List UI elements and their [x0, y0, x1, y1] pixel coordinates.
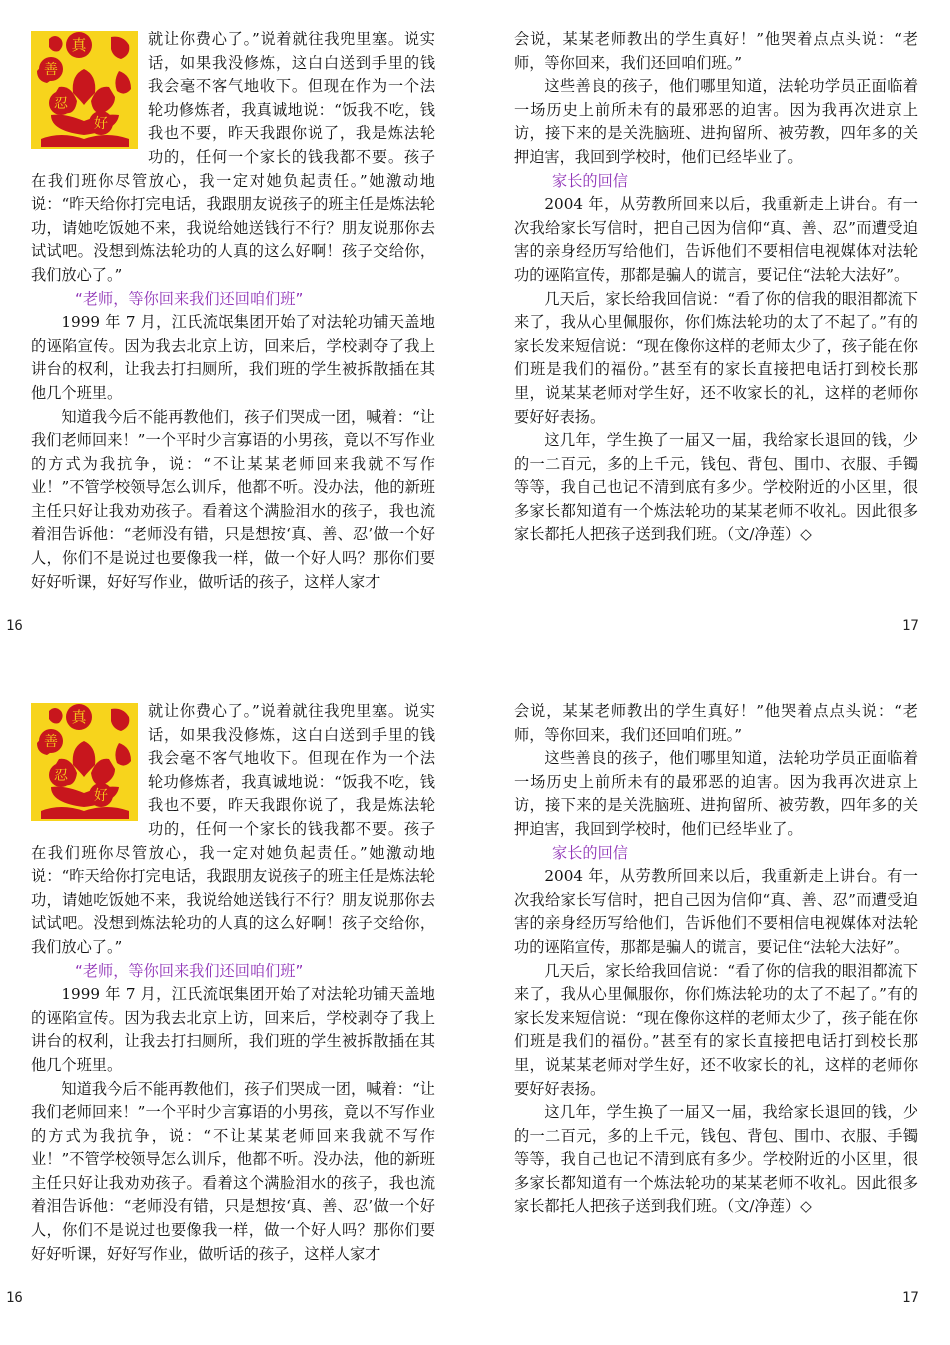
- paragraph: 这几年，学生换了一届又一届，我给家长退回的钱，少的一二百元，多的上千元，钱包、背包、围巾、衣服、手镯等等，我自己也记不清到底有多少。学校附近的小区里，很多家长都知道有一个炼法轮功的某某老师不收礼。因此很多家长都托人把孩子送到我们班。（文/净莲）◇: [514, 1103, 918, 1216]
- paragraph: 会说，某某老师教出的学生真好！”他哭着点点头说：“老师，等你回来，我们还回咱们班。”: [514, 702, 918, 744]
- emblem-char-hao: 好: [94, 788, 108, 804]
- right-page: [514, 28, 918, 547]
- paragraph: 知道我今后不能再教他们，孩子们哭成一团，喊着：“让我们老师回来！”一个平时少言寡语的小男孩，竟以不写作业的方式为我抗争，说：“不让某某老师回来我就不写作业！”不管学校领导怎么训斥，他都不听。没办法，他的新班主任只好让我劝劝孩子。看着这个满脸泪水的孩子，我也流着泪告诉他：“老师没有错，只是想按‘真、善、忍’做一个好人，你们不是说过也要像我一样，做一个好人吗？那你们要好好听课，好好写作业，做听话的孩子，这样人家才: [31, 407, 435, 591]
- emblem-char-shan: 善: [44, 62, 58, 78]
- emblem-char-hao: 好: [94, 116, 108, 132]
- paragraph: 知道我今后不能再教他们，孩子们哭成一团，喊着：“让我们老师回来！”一个平时少言寡语的小男孩，竟以不写作业的方式为我抗争，说：“不让某某老师回来我就不写作业！”不管学校领导怎么训斥，他都不听。没办法，他的新班主任只好让我劝劝孩子。看着这个满脸泪水的孩子，我也流着泪告诉他：“老师没有错，只是想按‘真、善、忍’做一个好人，你们不是说过也要像我一样，做一个好人吗？那你们要好好听课，好好写作业，做听话的孩子，这样人家才: [31, 1079, 435, 1263]
- paragraph: 1999 年 7 月，江氏流氓集团开始了对法轮功铺天盖地的诬陷宣传。因为我去北京上访，回来后，学校剥夺了我上讲台的权利，让我去打扫厕所，我们班的学生被拆散插在其他几个班里。: [31, 985, 435, 1074]
- paragraph: 几天后，家长给我回信说：“看了你的信我的眼泪都流下来了，我从心里佩服你，你们炼法轮功的太了不起了。”有的家长发来短信说：“现在像你这样的老师太少了，孩子能在你们班是我们的福份。”甚至有的家长直接把电话打到校长那里，说某某老师对学生好，还不收家长的礼，这样的老师你要好好表扬。: [514, 289, 918, 426]
- page-number: 17: [902, 618, 919, 634]
- paragraph: 就让你费心了。”说着就往我兜里塞。说实话，如果我没修炼，这白白送到手里的钱我会毫不客气地收下。但现在作为一个法轮功修炼者，我真诚地说：“饭我不吃，钱我也不要，昨天我跟你说了，我是炼法轮功的，任何一个家长的钱我都不要。孩子在我们班你尽管放心，我一定对她负起责任。”她激动地说：“昨天给你打完电话，我跟朋友说孩子的班主任是炼法轮功，请她吃饭她不来，我说给她送钱行不行？朋友说那你去试试吧。没想到炼法轮功的人真的这么好啊！孩子交给你，我们放心了。”: [31, 30, 435, 284]
- paragraph: 这几年，学生换了一届又一届，我给家长退回的钱，少的一二百元，多的上千元，钱包、背包、围巾、衣服、手镯等等，我自己也记不清到底有多少。学校附近的小区里，很多家长都知道有一个炼法轮功的某某老师不收礼。因此很多家长都托人把孩子送到我们班。（文/净莲）◇: [514, 431, 918, 544]
- paragraph: 1999 年 7 月，江氏流氓集团开始了对法轮功铺天盖地的诬陷宣传。因为我去北京上访，回来后，学校剥夺了我上讲台的权利，让我去打扫厕所，我们班的学生被拆散插在其他几个班里。: [31, 313, 435, 402]
- paragraph: 就让你费心了。”说着就往我兜里塞。说实话，如果我没修炼，这白白送到手里的钱我会毫不客气地收下。但现在作为一个法轮功修炼者，我真诚地说：“饭我不吃，钱我也不要，昨天我跟你说了，我是炼法轮功的，任何一个家长的钱我都不要。孩子在我们班你尽管放心，我一定对她负起责任。”她激动地说：“昨天给你打完电话，我跟朋友说孩子的班主任是炼法轮功，请她吃饭她不来，我说给她送钱行不行？朋友说那你去试试吧。没想到炼法轮功的人真的这么好啊！孩子交给你，我们放心了。”: [31, 702, 435, 956]
- paragraph: 几天后，家长给我回信说：“看了你的信我的眼泪都流下来了，我从心里佩服你，你们炼法轮功的太了不起了。”有的家长发来短信说：“现在像你这样的老师太少了，孩子能在你们班是我们的福份。”甚至有的家长直接把电话打到校长那里，说某某老师对学生好，还不收家长的礼，这样的老师你要好好表扬。: [514, 961, 918, 1098]
- emblem-char-zhen: 真: [71, 708, 87, 726]
- page-number: 16: [6, 618, 23, 634]
- emblem-char-shan: 善: [44, 734, 58, 750]
- left-page: [31, 700, 435, 1266]
- paragraph: 会说，某某老师教出的学生真好！”他哭着点点头说：“老师，等你回来，我们还回咱们班。”: [514, 30, 918, 72]
- paragraph: 2004 年，从劳教所回来以后，我重新走上讲台。有一次我给家长写信时，把自己因为信仰“真、善、忍”而遭受迫害的亲身经历写给他们，告诉他们不要相信电视媒体对法轮功的诬陷宣传，那都是骗人的谎言，要记住“法轮大法好”。: [514, 867, 918, 956]
- section-heading: “老师，等你回来我们还回咱们班”: [75, 289, 304, 308]
- section-heading: 家长的回信: [552, 171, 628, 190]
- emblem-char-ren: 忍: [54, 768, 68, 784]
- page-number: 16: [6, 1290, 23, 1306]
- section-heading: 家长的回信: [552, 843, 628, 862]
- emblem-char-zhen: 真: [71, 36, 87, 54]
- section-heading: “老师，等你回来我们还回咱们班”: [75, 961, 304, 980]
- emblem-char-ren: 忍: [54, 96, 68, 112]
- page-number: 17: [902, 1290, 919, 1306]
- lotus-emblem-icon: [31, 703, 138, 821]
- page-spread-top: [0, 0, 950, 672]
- lotus-emblem-icon: [31, 31, 138, 149]
- paragraph: 这些善良的孩子，他们哪里知道，法轮功学员正面临着一场历史上前所未有的最邪恶的迫害。因为我再次进京上访，接下来的是关洗脑班、进拘留所、被劳教，四年多的关押迫害，我回到学校时，他们已经毕业了。: [514, 749, 918, 838]
- page-spread-bottom: [0, 672, 950, 1344]
- paragraph: 2004 年，从劳教所回来以后，我重新走上讲台。有一次我给家长写信时，把自己因为信仰“真、善、忍”而遭受迫害的亲身经历写给他们，告诉他们不要相信电视媒体对法轮功的诬陷宣传，那都是骗人的谎言，要记住“法轮大法好”。: [514, 195, 918, 284]
- left-page: [31, 28, 435, 594]
- right-page: [514, 700, 918, 1219]
- paragraph: 这些善良的孩子，他们哪里知道，法轮功学员正面临着一场历史上前所未有的最邪恶的迫害。因为我再次进京上访，接下来的是关洗脑班、进拘留所、被劳教，四年多的关押迫害，我回到学校时，他们已经毕业了。: [514, 77, 918, 166]
